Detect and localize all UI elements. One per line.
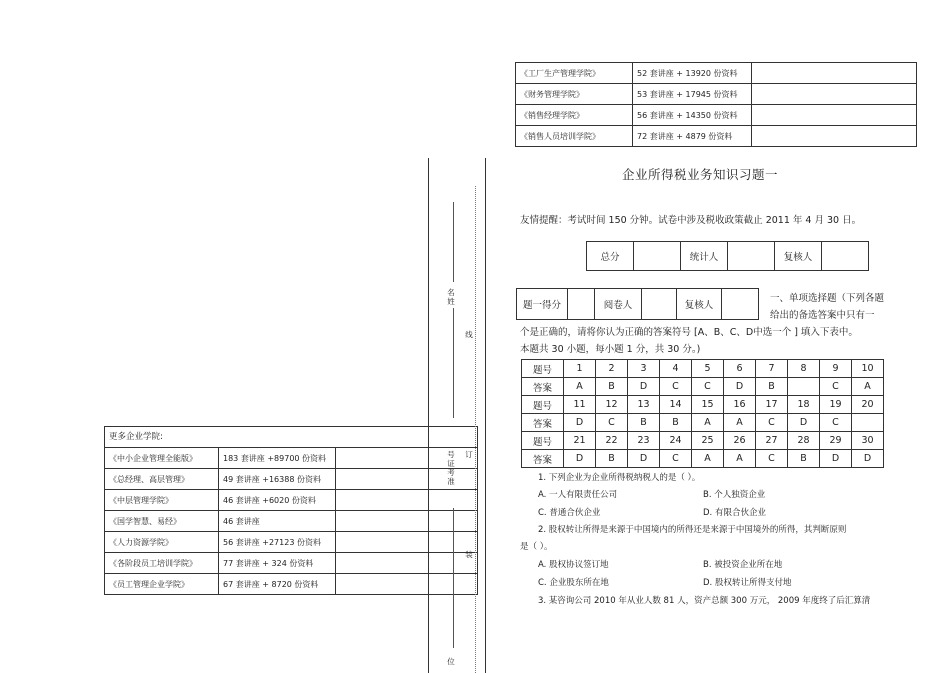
answer-cell[interactable]: C — [756, 450, 788, 468]
binding-dotted-line — [475, 186, 476, 673]
row-label: 答案 — [522, 414, 564, 432]
question-number: 9 — [820, 360, 852, 378]
question-number: 21 — [564, 432, 596, 450]
course-detail: 46 套讲座 +6020 份资料 — [219, 490, 336, 511]
question-number: 15 — [692, 396, 724, 414]
course-detail: 183 套讲座 +89700 份资料 — [219, 448, 336, 469]
course-detail: 77 套讲座 + 324 份资料 — [219, 553, 336, 574]
binding-line-segment — [453, 308, 454, 418]
answer-cell[interactable]: A — [564, 378, 596, 396]
binding-strip — [428, 158, 486, 673]
table-row — [522, 450, 884, 468]
answer-cell[interactable]: D — [820, 450, 852, 468]
binding-line-char: 线 — [465, 330, 473, 339]
table-row — [522, 360, 884, 378]
course-detail: 46 套讲座 — [219, 511, 336, 532]
row-label: 题号 — [522, 396, 564, 414]
stat-person-cell[interactable] — [728, 242, 775, 271]
table-row — [516, 126, 917, 147]
answer-cell[interactable]: A — [852, 378, 884, 396]
reviewer-cell[interactable] — [722, 289, 759, 320]
answer-cell[interactable]: C — [692, 378, 724, 396]
question-1-option-d[interactable]: D. 有限合伙企业 — [703, 508, 766, 518]
question-number: 10 — [852, 360, 884, 378]
question-number: 14 — [660, 396, 692, 414]
question-number: 4 — [660, 360, 692, 378]
answer-cell[interactable]: C — [756, 414, 788, 432]
question-number: 18 — [788, 396, 820, 414]
question-number: 20 — [852, 396, 884, 414]
exam-id-label: 号 证 考 准 — [447, 450, 455, 486]
answer-cell[interactable]: C — [820, 378, 852, 396]
question-number: 13 — [628, 396, 660, 414]
table-row — [516, 63, 917, 84]
question-number: 26 — [724, 432, 756, 450]
section-instruction-line: 一、单项选择题（下列各题 — [770, 293, 885, 304]
answer-cell[interactable]: B — [596, 450, 628, 468]
course-detail: 67 套讲座 + 8720 份资料 — [219, 574, 336, 595]
answer-cell[interactable]: D — [788, 414, 820, 432]
table-row — [516, 105, 917, 126]
table-row — [522, 414, 884, 432]
course-name: 《财务管理学院》 — [516, 84, 633, 105]
course-detail: 49 套讲座 +16388 份资料 — [219, 469, 336, 490]
empty-cell — [752, 84, 917, 105]
table-row — [105, 469, 477, 490]
course-detail: 72 套讲座 + 4879 份资料 — [633, 126, 752, 147]
table-row — [105, 511, 477, 532]
course-detail: 53 套讲座 + 17945 份资料 — [633, 84, 752, 105]
question-number: 28 — [788, 432, 820, 450]
grader-cell[interactable] — [642, 289, 677, 320]
course-detail: 56 套讲座 + 14350 份资料 — [633, 105, 752, 126]
question-number: 8 — [788, 360, 820, 378]
binding-install-char: 装 — [465, 550, 473, 559]
empty-cell — [752, 63, 917, 84]
answer-cell[interactable]: D — [628, 450, 660, 468]
row-label: 题号 — [522, 360, 564, 378]
question-1-stem: 1. 下列企业为企业所得税纳税人的是（ ）。 — [538, 473, 701, 483]
table-row — [105, 448, 477, 469]
table-row — [105, 553, 477, 574]
question-2-option-c[interactable]: C. 企业股东所在地 — [538, 578, 609, 588]
answer-cell[interactable]: B — [628, 414, 660, 432]
answer-cell[interactable]: D — [628, 378, 660, 396]
course-name: 《人力资源学院》 — [105, 532, 219, 553]
course-name: 《工厂生产管理学院》 — [516, 63, 633, 84]
question-number: 27 — [756, 432, 788, 450]
answer-cell[interactable]: A — [724, 414, 756, 432]
answer-cell[interactable]: A — [692, 450, 724, 468]
question-number: 17 — [756, 396, 788, 414]
question-2-stem: 2. 股权转让所得是来源于中国境内的所得还是来源于中国境外的所得，其判断原则 — [538, 525, 847, 535]
question-number: 23 — [628, 432, 660, 450]
section-score-cell[interactable] — [568, 289, 595, 320]
answer-cell[interactable]: D — [852, 450, 884, 468]
binding-line-segment — [453, 202, 454, 282]
answer-cell[interactable]: D — [564, 414, 596, 432]
question-number: 12 — [596, 396, 628, 414]
row-label: 答案 — [522, 378, 564, 396]
section-instruction-line: 给出的备选答案中只有一 — [770, 310, 875, 321]
answer-cell[interactable]: A — [724, 450, 756, 468]
question-number: 19 — [820, 396, 852, 414]
answer-cell[interactable]: C — [660, 450, 692, 468]
course-name: 《销售经理学院》 — [516, 105, 633, 126]
table-row — [105, 574, 477, 595]
answer-cell[interactable]: B — [660, 414, 692, 432]
question-number: 2 — [596, 360, 628, 378]
question-1-option-c[interactable]: C. 普通合伙企业 — [538, 508, 601, 518]
reviewer-label: 复核人 — [775, 242, 822, 271]
question-2-option-b[interactable]: B. 被投资企业所在地 — [703, 560, 783, 570]
answer-cell[interactable]: D — [564, 450, 596, 468]
score-label: 总分 — [587, 242, 634, 271]
answer-cell[interactable]: B — [596, 378, 628, 396]
question-3-stem: 3. 某咨询公司 2010 年从业人数 81 人，资产总额 300 万元， 2009 年度终了后汇算清 — [538, 596, 871, 606]
row-label: 答案 — [522, 450, 564, 468]
table-row — [105, 532, 477, 553]
course-detail: 56 套讲座 +27123 份资料 — [219, 532, 336, 553]
question-2-option-d[interactable]: D. 股权转让所得支付地 — [703, 578, 792, 588]
section-instruction-line: 本题共 30 小题，每小题 1 分，共 30 分。) — [520, 344, 701, 355]
table-row — [517, 289, 759, 320]
answer-cell[interactable]: A — [692, 414, 724, 432]
question-number: 25 — [692, 432, 724, 450]
answer-cell[interactable]: C — [660, 378, 692, 396]
course-name: 《中层管理学院》 — [105, 490, 219, 511]
question-number: 24 — [660, 432, 692, 450]
question-number: 29 — [820, 432, 852, 450]
question-2-stem-cont: 是（ ）。 — [520, 542, 553, 552]
exam-reminder: 友情提醒：考试时间 150 分钟。试卷中涉及税收政策截止 2011 年 4 月 30 日。 — [520, 215, 862, 226]
question-number: 16 — [724, 396, 756, 414]
question-number: 22 — [596, 432, 628, 450]
answer-cell[interactable]: C — [820, 414, 852, 432]
question-number: 11 — [564, 396, 596, 414]
name-label: 名 姓 — [447, 288, 455, 306]
course-name: 《总经理、高层管理》 — [105, 469, 219, 490]
table-row — [516, 84, 917, 105]
score-value-cell[interactable] — [634, 242, 681, 271]
more-courses-box — [104, 426, 478, 595]
answer-cell[interactable]: B — [756, 378, 788, 396]
course-detail: 52 套讲座 + 13920 份资料 — [633, 63, 752, 84]
binding-line-segment — [453, 508, 454, 648]
question-1-option-b[interactable]: B. 个人独资企业 — [703, 490, 766, 500]
question-2-option-a[interactable]: A. 股权协议签订地 — [538, 560, 609, 570]
empty-cell — [752, 126, 917, 147]
total-score-box — [586, 241, 869, 271]
table-row — [522, 378, 884, 396]
course-name: 《中小企业管理全能版》 — [105, 448, 219, 469]
stat-person-label: 统计人 — [681, 242, 728, 271]
course-name: 《国学智慧、易经》 — [105, 511, 219, 532]
question-number: 5 — [692, 360, 724, 378]
answer-cell[interactable]: C — [596, 414, 628, 432]
grader-label: 阅卷人 — [595, 289, 642, 320]
course-name: 《销售人员培训学院》 — [516, 126, 633, 147]
answer-table — [521, 359, 884, 468]
section-score-box — [516, 288, 759, 320]
seat-label: 位 — [447, 657, 455, 666]
answer-cell[interactable] — [788, 378, 820, 396]
course-name: 《各阶段员工培训学院》 — [105, 553, 219, 574]
more-courses-header: 更多企业学院: — [109, 432, 163, 442]
question-1-option-a[interactable]: A. 一人有限责任公司 — [538, 490, 618, 500]
section-instruction-line: 个是正确的，请将你认为正确的答案符号 [A、B、C、D中选一个 ] 填入下表中。 — [520, 327, 858, 338]
exam-title: 企业所得税业务知识习题一 — [621, 167, 778, 182]
section-score-label: 题一得分 — [517, 289, 568, 320]
question-number: 30 — [852, 432, 884, 450]
answer-cell[interactable]: D — [724, 378, 756, 396]
reviewer-label: 复核人 — [677, 289, 722, 320]
answer-cell[interactable] — [852, 414, 884, 432]
row-label: 题号 — [522, 432, 564, 450]
table-row — [522, 396, 884, 414]
course-list-table-top — [515, 62, 917, 147]
course-list-table-left — [105, 447, 477, 594]
question-number: 6 — [724, 360, 756, 378]
answer-cell[interactable]: B — [788, 450, 820, 468]
course-name: 《员工管理企业学院》 — [105, 574, 219, 595]
table-row — [587, 242, 869, 271]
question-number: 3 — [628, 360, 660, 378]
empty-cell — [752, 105, 917, 126]
table-row — [105, 490, 477, 511]
question-number: 7 — [756, 360, 788, 378]
question-number: 1 — [564, 360, 596, 378]
reviewer-cell[interactable] — [822, 242, 869, 271]
table-row — [522, 432, 884, 450]
binding-order-char: 订 — [465, 450, 473, 459]
